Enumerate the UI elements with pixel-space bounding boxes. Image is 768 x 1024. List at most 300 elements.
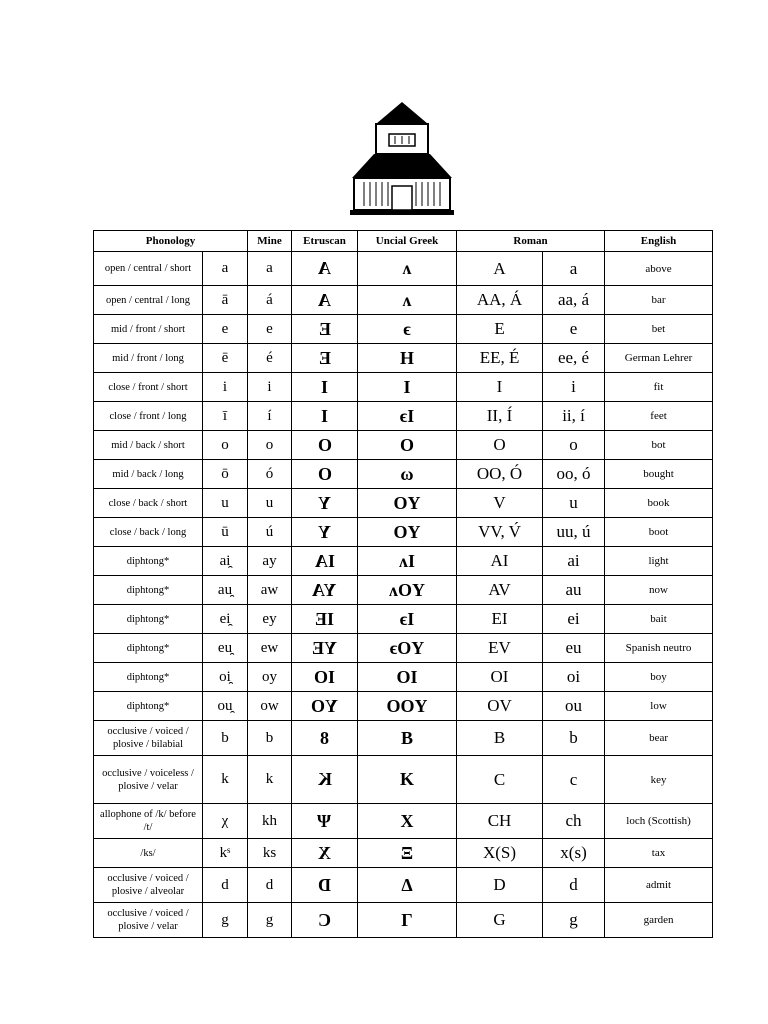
phonology-cell-text: occlusive / voiced / plosive / velar bbox=[107, 908, 189, 932]
english-cell-text: now bbox=[649, 584, 668, 596]
roman-lower-cell bbox=[543, 692, 605, 721]
mine-cell-text: ó bbox=[265, 465, 274, 482]
roman-lower-cell-text: u bbox=[569, 493, 578, 512]
roman-upper-cell-text: OV bbox=[487, 696, 512, 715]
mine-cell bbox=[248, 804, 292, 839]
etruscan-cell bbox=[292, 402, 358, 431]
phonology-cell bbox=[94, 663, 203, 692]
roman-upper-cell bbox=[457, 804, 543, 839]
greek-cell bbox=[358, 576, 457, 605]
etruscan-cell bbox=[292, 373, 358, 402]
table-row bbox=[94, 402, 713, 431]
roman-upper-cell-text: VV, V́ bbox=[478, 522, 521, 541]
phonology-cell-text: open / central / short bbox=[104, 263, 192, 274]
phonology-cell bbox=[94, 868, 203, 903]
etruscan-cell-text: YO bbox=[311, 695, 339, 716]
greek-cell-text: OY bbox=[393, 521, 421, 542]
greek-cell-text: Ξ bbox=[400, 842, 414, 863]
english-cell-text: bear bbox=[649, 732, 668, 744]
greek-cell-text: ʌI bbox=[399, 550, 416, 571]
mine-cell-text: d bbox=[265, 876, 274, 893]
roman-lower-cell bbox=[543, 605, 605, 634]
roman-upper-cell bbox=[457, 315, 543, 344]
roman-upper-cell bbox=[457, 402, 543, 431]
greek-cell bbox=[358, 431, 457, 460]
greek-cell bbox=[358, 634, 457, 663]
greek-cell-text: ʌOY bbox=[389, 579, 426, 600]
roman-lower-cell bbox=[543, 252, 605, 286]
mine-cell bbox=[248, 576, 292, 605]
header-roman: Roman bbox=[457, 231, 605, 252]
mine-cell bbox=[248, 839, 292, 868]
etruscan-cell bbox=[292, 518, 358, 547]
roman-upper-cell-text: EV bbox=[488, 638, 511, 657]
english-cell-text: bought bbox=[643, 468, 674, 480]
mine-cell bbox=[248, 315, 292, 344]
mine-cell bbox=[248, 518, 292, 547]
mine-cell bbox=[248, 634, 292, 663]
roman-upper-cell bbox=[457, 431, 543, 460]
table-row bbox=[94, 605, 713, 634]
phonology-cell-text: diphtong* bbox=[126, 642, 170, 654]
ipa-cell-text: ī bbox=[222, 407, 228, 424]
mine-cell-text: oy bbox=[262, 668, 278, 685]
mine-cell-text: ey bbox=[262, 610, 277, 627]
english-cell bbox=[605, 634, 713, 663]
english-cell-text: bet bbox=[651, 323, 666, 335]
mine-cell-text: o bbox=[265, 436, 274, 453]
english-cell bbox=[605, 286, 713, 315]
phonology-cell bbox=[94, 721, 203, 756]
greek-cell-text: ʌ bbox=[402, 289, 412, 310]
ipa-cell bbox=[203, 663, 248, 692]
ipa-cell-text: o bbox=[221, 436, 229, 453]
etruscan-cell bbox=[292, 252, 358, 286]
etruscan-cell-text: E bbox=[318, 347, 331, 368]
phonology-cell bbox=[94, 460, 203, 489]
roman-upper-cell bbox=[457, 634, 543, 663]
roman-lower-cell bbox=[543, 460, 605, 489]
english-cell bbox=[605, 692, 713, 721]
etruscan-cell-text: YE bbox=[312, 637, 338, 658]
english-cell bbox=[605, 721, 713, 756]
greek-cell bbox=[358, 344, 457, 373]
greek-cell-text: ϵI bbox=[399, 405, 415, 426]
roman-upper-cell-text: V bbox=[493, 493, 506, 512]
etruscan-cell bbox=[292, 286, 358, 315]
phonology-cell bbox=[94, 431, 203, 460]
mine-cell bbox=[248, 547, 292, 576]
english-cell-text: tax bbox=[651, 847, 666, 859]
etruscan-cell bbox=[292, 721, 358, 756]
greek-cell bbox=[358, 721, 457, 756]
ipa-cell bbox=[203, 721, 248, 756]
roman-upper-cell-text: II, Í bbox=[486, 406, 513, 425]
phonology-cell-text: mid / back / short bbox=[111, 439, 185, 451]
greek-cell bbox=[358, 605, 457, 634]
roman-upper-cell bbox=[457, 868, 543, 903]
roman-upper-cell bbox=[457, 460, 543, 489]
phonology-cell-text: allophone of /k/ before /t/ bbox=[100, 809, 196, 833]
english-cell-text: key bbox=[650, 773, 667, 786]
roman-lower-cell bbox=[543, 839, 605, 868]
roman-lower-cell-text: x(s) bbox=[560, 843, 587, 862]
etruscan-cell bbox=[292, 460, 358, 489]
mine-cell-text: u bbox=[265, 494, 274, 511]
roman-upper-cell-text: AA, Á bbox=[476, 290, 523, 309]
greek-cell-text: Γ bbox=[401, 909, 413, 930]
ipa-cell-text: χ bbox=[221, 812, 229, 829]
english-cell-text: feet bbox=[650, 410, 667, 422]
mine-cell-text: ay bbox=[262, 552, 277, 569]
mine-cell bbox=[248, 692, 292, 721]
phonology-cell-text: mid / front / long bbox=[112, 352, 184, 364]
mine-cell-text: é bbox=[266, 349, 273, 366]
phonology-cell-text: occlusive / voiceless / plosive / velar bbox=[102, 767, 194, 792]
ipa-cell bbox=[203, 315, 248, 344]
etruscan-cell-text: E bbox=[318, 318, 331, 339]
greek-cell bbox=[358, 756, 457, 804]
roman-lower-cell-text: e bbox=[569, 319, 578, 338]
etruscan-cell bbox=[292, 315, 358, 344]
greek-cell bbox=[358, 903, 457, 938]
mine-cell-text: g bbox=[265, 911, 274, 928]
greek-cell bbox=[358, 460, 457, 489]
mine-cell bbox=[248, 373, 292, 402]
roman-lower-cell bbox=[543, 756, 605, 804]
english-cell bbox=[605, 605, 713, 634]
ipa-cell-text: ū bbox=[221, 523, 229, 540]
english-cell bbox=[605, 431, 713, 460]
greek-cell bbox=[358, 518, 457, 547]
mine-cell bbox=[248, 344, 292, 373]
phonology-cell bbox=[94, 518, 203, 547]
roman-lower-cell bbox=[543, 518, 605, 547]
roman-upper-cell bbox=[457, 756, 543, 804]
roman-lower-cell bbox=[543, 402, 605, 431]
greek-cell bbox=[358, 839, 457, 868]
english-cell-text: light bbox=[648, 555, 669, 567]
phonology-cell bbox=[94, 402, 203, 431]
english-cell bbox=[605, 839, 713, 868]
phonology-cell-text: diphtong* bbox=[126, 555, 170, 567]
roman-upper-cell-text: AV bbox=[488, 580, 511, 599]
etruscan-cell-text: C bbox=[318, 909, 332, 930]
greek-cell-text: ω bbox=[400, 463, 414, 484]
roman-lower-cell-text: au bbox=[565, 580, 582, 599]
ipa-cell bbox=[203, 839, 248, 868]
roman-lower-cell-text: ee, é bbox=[557, 348, 590, 367]
etruscan-cell-text: I bbox=[321, 405, 329, 426]
english-cell bbox=[605, 756, 713, 804]
roman-upper-cell bbox=[457, 286, 543, 315]
roman-lower-cell-text: uu, ú bbox=[556, 522, 591, 541]
roman-upper-cell-text: O bbox=[493, 435, 506, 454]
english-cell-text: Spanish neutro bbox=[625, 642, 692, 654]
mine-cell-text: b bbox=[265, 729, 274, 746]
ipa-cell-text: ō bbox=[221, 465, 229, 482]
header-mine: Mine bbox=[248, 231, 292, 252]
greek-cell-text: I bbox=[403, 376, 411, 397]
english-cell-text: garden bbox=[643, 914, 674, 926]
etruscan-cell-text: O bbox=[317, 463, 332, 484]
roman-lower-cell-text: g bbox=[569, 910, 578, 929]
english-cell bbox=[605, 489, 713, 518]
table-row bbox=[94, 634, 713, 663]
greek-cell-text: ʌ bbox=[402, 258, 412, 278]
mine-cell-text: i bbox=[267, 378, 272, 395]
roman-upper-cell bbox=[457, 903, 543, 938]
etruscan-cell bbox=[292, 868, 358, 903]
mine-cell bbox=[248, 663, 292, 692]
table-row bbox=[94, 692, 713, 721]
mine-cell bbox=[248, 489, 292, 518]
roman-lower-cell-text: b bbox=[569, 728, 578, 747]
roman-upper-cell-text: E bbox=[494, 319, 505, 338]
etruscan-cell-text: Ψ bbox=[317, 810, 332, 831]
roman-lower-cell-text: eu bbox=[565, 638, 582, 657]
schoolhouse-logo bbox=[348, 100, 456, 218]
mine-cell bbox=[248, 286, 292, 315]
greek-cell-text: K bbox=[400, 769, 415, 789]
etruscan-cell-text: IE bbox=[315, 608, 335, 629]
mine-cell-text: á bbox=[266, 291, 273, 308]
english-cell bbox=[605, 903, 713, 938]
greek-cell bbox=[358, 547, 457, 576]
ipa-cell bbox=[203, 756, 248, 804]
header-phonology: Phonology bbox=[94, 231, 248, 252]
mine-cell bbox=[248, 721, 292, 756]
greek-cell-text: X bbox=[400, 810, 414, 831]
roman-lower-cell bbox=[543, 373, 605, 402]
roman-lower-cell-text: oi bbox=[566, 667, 581, 686]
ipa-cell bbox=[203, 605, 248, 634]
roman-lower-cell-text: a bbox=[569, 258, 578, 278]
english-cell bbox=[605, 373, 713, 402]
mine-cell bbox=[248, 402, 292, 431]
greek-cell-text: OOY bbox=[386, 695, 428, 716]
english-cell-text: above bbox=[645, 262, 672, 275]
etruscan-cell-text: IO bbox=[314, 666, 336, 687]
phonology-cell bbox=[94, 286, 203, 315]
ipa-cell bbox=[203, 489, 248, 518]
roman-lower-cell bbox=[543, 903, 605, 938]
phonology-cell bbox=[94, 315, 203, 344]
ipa-cell bbox=[203, 460, 248, 489]
etruscan-cell bbox=[292, 663, 358, 692]
phonology-cell bbox=[94, 692, 203, 721]
phonology-cell bbox=[94, 489, 203, 518]
ipa-cell bbox=[203, 903, 248, 938]
roman-lower-cell bbox=[543, 868, 605, 903]
roman-upper-cell bbox=[457, 839, 543, 868]
etruscan-cell bbox=[292, 634, 358, 663]
mine-cell bbox=[248, 431, 292, 460]
roman-upper-cell bbox=[457, 547, 543, 576]
english-cell-text: bar bbox=[651, 294, 666, 306]
roman-upper-cell-text: I bbox=[496, 377, 503, 396]
roman-lower-cell bbox=[543, 547, 605, 576]
ipa-cell-text: ē bbox=[221, 349, 229, 366]
ipa-cell bbox=[203, 868, 248, 903]
greek-cell bbox=[358, 315, 457, 344]
roman-upper-cell bbox=[457, 252, 543, 286]
table-row bbox=[94, 315, 713, 344]
roman-upper-cell bbox=[457, 721, 543, 756]
english-cell-text: low bbox=[650, 700, 667, 712]
greek-cell-text: OY bbox=[393, 492, 421, 513]
roman-upper-cell-text: CH bbox=[487, 811, 512, 830]
mine-cell-text: aw bbox=[260, 581, 279, 598]
english-cell bbox=[605, 576, 713, 605]
mine-cell-text: ow bbox=[260, 697, 279, 714]
header-greek: Uncial Greek bbox=[358, 231, 457, 252]
table-row bbox=[94, 663, 713, 692]
table-row bbox=[94, 518, 713, 547]
english-cell bbox=[605, 868, 713, 903]
greek-cell bbox=[358, 373, 457, 402]
mine-cell-text: a bbox=[266, 260, 273, 276]
etruscan-cell bbox=[292, 431, 358, 460]
ipa-cell bbox=[203, 373, 248, 402]
ipa-cell-text: i bbox=[222, 378, 228, 395]
table-row bbox=[94, 756, 713, 804]
roman-lower-cell-text: i bbox=[571, 377, 576, 396]
roman-lower-cell bbox=[543, 663, 605, 692]
etruscan-cell bbox=[292, 692, 358, 721]
etruscan-cell bbox=[292, 547, 358, 576]
roman-upper-cell-text: EE, É bbox=[479, 348, 520, 367]
etruscan-cell bbox=[292, 804, 358, 839]
mine-cell bbox=[248, 903, 292, 938]
roman-lower-cell bbox=[543, 576, 605, 605]
mine-cell-text: kh bbox=[262, 812, 278, 829]
ipa-cell bbox=[203, 547, 248, 576]
mine-cell bbox=[248, 460, 292, 489]
table-row bbox=[94, 373, 713, 402]
etruscan-cell bbox=[292, 489, 358, 518]
phonology-cell bbox=[94, 576, 203, 605]
roman-lower-cell bbox=[543, 804, 605, 839]
english-cell-text: bait bbox=[650, 613, 667, 625]
table-row bbox=[94, 903, 713, 938]
mine-cell-text: e bbox=[266, 320, 273, 337]
ipa-cell bbox=[203, 634, 248, 663]
phonology-cell-text: close / back / short bbox=[108, 497, 188, 509]
greek-cell bbox=[358, 804, 457, 839]
phonology-cell bbox=[94, 903, 203, 938]
phonology-cell bbox=[94, 344, 203, 373]
alphabet-table bbox=[93, 230, 713, 938]
roman-lower-cell-text: ei bbox=[567, 609, 580, 628]
greek-cell-text: Δ bbox=[401, 874, 413, 895]
etruscan-cell bbox=[292, 344, 358, 373]
ipa-cell-text: ā bbox=[221, 291, 229, 308]
english-cell-text: boot bbox=[648, 526, 669, 538]
english-cell bbox=[605, 663, 713, 692]
phonology-cell-text: diphtong* bbox=[126, 671, 170, 683]
etruscan-cell-text: Y bbox=[318, 492, 332, 513]
phonology-cell-text: occlusive / voiced / plosive / bilabial bbox=[107, 726, 189, 750]
phonology-cell bbox=[94, 252, 203, 286]
english-cell-text: German Lehrer bbox=[624, 352, 693, 364]
greek-cell bbox=[358, 868, 457, 903]
ipa-cell-text: ou̯ bbox=[217, 697, 233, 714]
ipa-cell-text: au̯ bbox=[217, 581, 233, 598]
etruscan-cell-text: YA bbox=[312, 579, 337, 600]
ipa-cell-text: a bbox=[221, 260, 229, 276]
phonology-cell-text: /ks/ bbox=[140, 847, 156, 859]
etruscan-cell bbox=[292, 605, 358, 634]
ipa-cell bbox=[203, 286, 248, 315]
english-cell-text: loch (Scottish) bbox=[626, 815, 691, 827]
table-row bbox=[94, 868, 713, 903]
roman-lower-cell bbox=[543, 344, 605, 373]
roman-upper-cell-text: C bbox=[493, 769, 506, 789]
roman-lower-cell bbox=[543, 286, 605, 315]
english-cell bbox=[605, 402, 713, 431]
mine-cell bbox=[248, 252, 292, 286]
table-row bbox=[94, 804, 713, 839]
english-cell bbox=[605, 344, 713, 373]
greek-cell bbox=[358, 252, 457, 286]
roman-upper-cell-text: A bbox=[493, 258, 506, 278]
english-cell-text: admit bbox=[646, 879, 672, 891]
etruscan-cell bbox=[292, 756, 358, 804]
mine-cell-text: í bbox=[267, 407, 272, 424]
ipa-cell-text: e bbox=[221, 320, 229, 337]
roman-lower-cell-text: ai bbox=[567, 551, 580, 570]
greek-cell bbox=[358, 402, 457, 431]
phonology-cell-text: close / front / long bbox=[109, 410, 187, 422]
english-cell-text: bot bbox=[651, 439, 666, 451]
greek-cell-text: B bbox=[401, 727, 414, 748]
greek-cell-text: ϵ bbox=[403, 318, 411, 339]
etruscan-cell bbox=[292, 576, 358, 605]
ipa-cell-text: eu̯ bbox=[217, 639, 233, 656]
english-cell-text: fit bbox=[653, 381, 664, 393]
roman-lower-cell-text: o bbox=[569, 435, 578, 454]
roman-upper-cell-text: OI bbox=[490, 667, 509, 686]
roman-lower-cell bbox=[543, 489, 605, 518]
phonology-cell bbox=[94, 804, 203, 839]
english-cell bbox=[605, 315, 713, 344]
ipa-cell-text: ai̯ bbox=[219, 552, 231, 569]
english-cell bbox=[605, 518, 713, 547]
table-row bbox=[94, 576, 713, 605]
ipa-cell bbox=[203, 518, 248, 547]
etruscan-cell-text: K bbox=[317, 769, 332, 789]
greek-cell bbox=[358, 692, 457, 721]
roman-upper-cell bbox=[457, 605, 543, 634]
phonology-cell-text: mid / back / long bbox=[112, 468, 184, 480]
roman-lower-cell bbox=[543, 315, 605, 344]
mine-cell bbox=[248, 868, 292, 903]
ipa-cell-text: kˢ bbox=[219, 844, 231, 861]
english-cell bbox=[605, 547, 713, 576]
greek-cell-text: ϵI bbox=[399, 608, 415, 629]
english-cell-text: boy bbox=[650, 671, 667, 683]
etruscan-cell-text: IA bbox=[314, 550, 335, 571]
roman-lower-cell bbox=[543, 634, 605, 663]
roman-upper-cell-text: EI bbox=[491, 609, 508, 628]
roman-upper-cell-text: X(S) bbox=[482, 843, 517, 862]
greek-cell-text: OI bbox=[396, 666, 418, 687]
table-row bbox=[94, 547, 713, 576]
phonology-cell bbox=[94, 547, 203, 576]
header-row bbox=[94, 231, 713, 252]
greek-cell-text: H bbox=[400, 347, 415, 368]
